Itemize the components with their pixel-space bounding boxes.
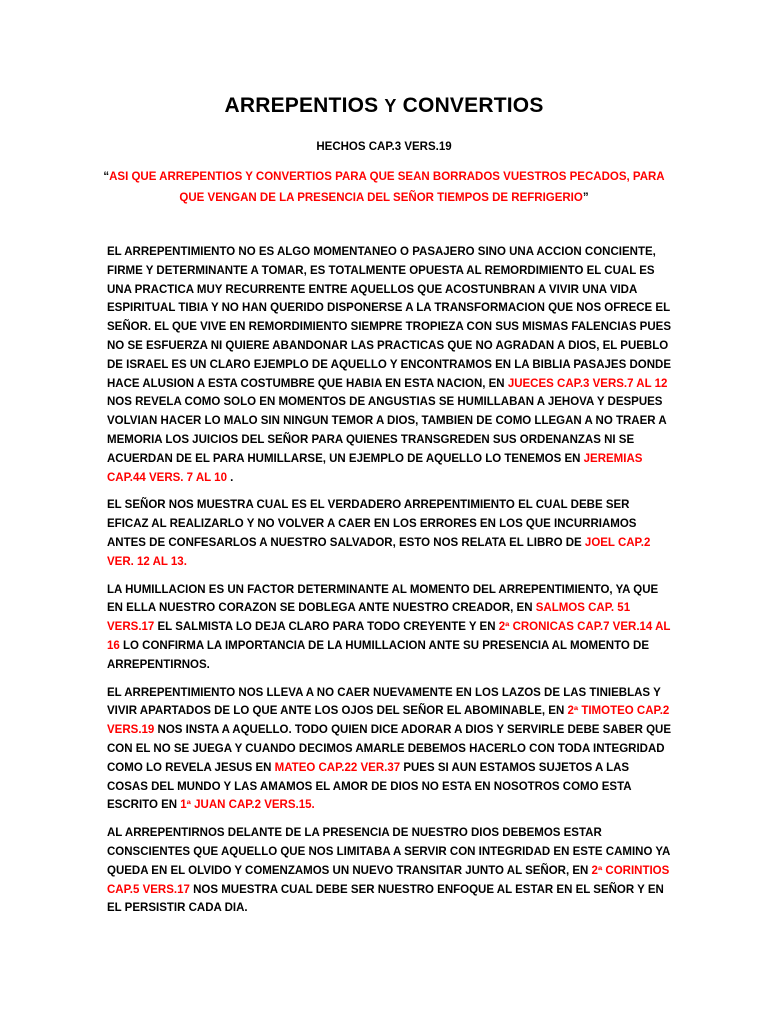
paragraph-5 bbox=[107, 824, 672, 918]
paragraph-text: NOS INSTA A AQUELLO. TODO QUIEN DICE ADORAR A DIOS Y SERVIRLE DEBE SABER QUE CON EL NO SE JUEGA Y CUANDO DECIMOS AMARLE DEBEMOS HACERLO CON TODA INTEGRIDAD COMO LO REVELA JESUS EN bbox=[107, 724, 672, 774]
bible-quote bbox=[100, 167, 668, 209]
body-text bbox=[107, 243, 672, 927]
scripture-reference: 2ª TIMOTEO CAP.2 VERS.19 bbox=[107, 705, 670, 737]
title-word-y: Y bbox=[384, 96, 397, 116]
paragraph-3 bbox=[107, 581, 672, 675]
scripture-reference: MATEO CAP.22 VER.37 bbox=[274, 761, 401, 774]
paragraph-2 bbox=[107, 496, 672, 571]
scripture-reference: 2ª CORINTIOS CAP.5 VERS.17 bbox=[107, 864, 670, 896]
paragraph-text: NOS REVELA COMO SOLO EN MOMENTOS DE ANGUSTIAS SE HUMILLABAN A JEHOVA Y DESPUES VOLVIAN HACER LO MALO SIN NINGUN TEMOR A DIOS, TAMBIEN DE COMO LLEGAN A NO TRAER A MEMORIA LOS JUICIOS DEL SEÑOR PARA QUIENES TRANSGREDEN SUS ORDENANZAS NI SE ACUERDAN DE EL PARA HUMILLARSE, UN EJEMPLO DE AQUELLO LO TENEMOS EN bbox=[107, 396, 667, 465]
paragraph-text: AL ARREPENTIRNOS DELANTE DE LA PRESENCIA DE NUESTRO DIOS DEBEMOS ESTAR CONSCIENTES QUE AQUELLO QUE NOS LIMITABA A SERVIR CON INTEGRIDAD EN ESTE CAMINO YA QUEDA EN EL OLVIDO Y COMENZAMOS UN NUEVO TRANSITAR JUNTO AL SEÑOR, EN bbox=[107, 827, 670, 877]
scripture-reference: JOEL CAP.2 VER. 12 AL 13. bbox=[107, 536, 651, 568]
scripture-reference: JEREMIAS CAP.44 VERS. 7 AL 10 bbox=[107, 452, 643, 484]
scripture-reference: JUECES CAP.3 VERS.7 AL 12 bbox=[507, 377, 668, 390]
paragraph-text: PUES SI AUN ESTAMOS SUJETOS A LAS COSAS DEL MUNDO Y LAS AMAMOS EL AMOR DE DIOS NO ESTA EN NOSOTROS COMO ESTA ESCRITO EN bbox=[107, 761, 632, 812]
paragraph-text: NOS MUESTRA CUAL DEBE SER NUESTRO ENFOQUE AL ESTAR EN EL SEÑOR Y EN EL PERSISTIR CADA DIA. bbox=[107, 883, 664, 915]
scripture-reference: 2ª CRONICAS CAP.7 VER.14 AL 16 bbox=[107, 621, 671, 652]
quote-close-mark: ” bbox=[582, 192, 589, 204]
title-word-convertios: CONVERTIOS bbox=[402, 94, 544, 117]
quote-text: ASI QUE ARREPENTIOS Y CONVERTIOS PARA QUE SEAN BORRADOS VUESTROS PECADOS, PARA QUE VENGAN DE LA PRESENCIA DEL SEÑOR TIEMPOS DE REFRIGERIO bbox=[109, 171, 665, 204]
paragraph-text: LO CONFIRMA LA IMPORTANCIA DE LA HUMILLACION ANTE SU PRESENCIA AL MOMENTO DE ARREPENTIRNOS. bbox=[107, 639, 649, 671]
scripture-reference: SALMOS CAP. 51 VERS.17 bbox=[107, 602, 631, 634]
paragraph-text: EL ARREPENTIMIENTO NO ES ALGO MOMENTANEO O PASAJERO SINO UNA ACCION CONCIENTE, FIRME Y DETERMINANTE A TOMAR, ES TOTALMENTE OPUESTA AL REMORDIMIENTO EL CUAL ES UNA PRACTICA MUY RECURRENTE ENTRE AQUELLOS QUE ACOSTUNBRAN A VIVIR UNA VIDA ESPIRITUAL TIBIA Y NO HAN QUERIDO DISPONERSE A LA TRANSFORMACION QUE NOS OFRECE EL SEÑOR. EL QUE VIVE EN REMORDIMIENTO SIEMPRE TROPIEZA CON SUS MISMAS FALENCIAS PUES NO SE ESFUERZA NI QUIERE ABANDONAR LAS PRACTICAS QUE NO AGRADAN A DIOS, EL PUEBLO DE ISRAEL ES UN CLARO EJEMPLO DE AQUELLO Y ENCONTRAMOS EN LA BIBLIA PASAJES DONDE HACE ALUSION A ESTA COSTUMBRE QUE HABIA EN ESTA NACION, EN bbox=[107, 246, 671, 390]
document-title bbox=[0, 94, 768, 118]
paragraph-1 bbox=[107, 243, 672, 487]
paragraph-text: EL ARREPENTIMIENTO NOS LLEVA A NO CAER NUEVAMENTE EN LOS LAZOS DE LAS TINIEBLAS Y VIVIR APARTADOS DE LO QUE ANTE LOS OJOS DEL SEÑOR EL ABOMINABLE, EN bbox=[107, 686, 661, 718]
title-word-arrepentios: ARREPENTIOS bbox=[224, 94, 379, 117]
paragraph-4 bbox=[107, 684, 672, 816]
bible-reference-heading: HECHOS CAP.3 VERS.19 bbox=[316, 141, 452, 153]
paragraph-text: . bbox=[226, 471, 234, 484]
paragraph-text: LA HUMILLACION ES UN FACTOR DETERMINANTE AL MOMENTO DEL ARREPENTIMIENTO, YA QUE EN ELLA NUESTRO CORAZON SE DOBLEGA ANTE NUESTRO CREADOR, EN bbox=[107, 583, 659, 615]
paragraph-text: EL SEÑOR NOS MUESTRA CUAL ES EL VERDADERO ARREPENTIMIENTO EL CUAL DEBE SER EFICAZ AL REALIZARLO Y NO VOLVER A CAER EN LOS ERRORES EN LOS QUE INCURRIAMOS ANTES DE CONFESARLOS A NUESTRO SALVADOR, ESTO NOS RELATA EL LIBRO DE bbox=[107, 499, 637, 549]
scripture-reference: 1ª JUAN CAP.2 VERS.15. bbox=[180, 799, 315, 812]
quote-open-mark: “ bbox=[103, 171, 110, 183]
paragraph-text: EL SALMISTA LO DEJA CLARO PARA TODO CREYENTE Y EN bbox=[154, 621, 499, 634]
